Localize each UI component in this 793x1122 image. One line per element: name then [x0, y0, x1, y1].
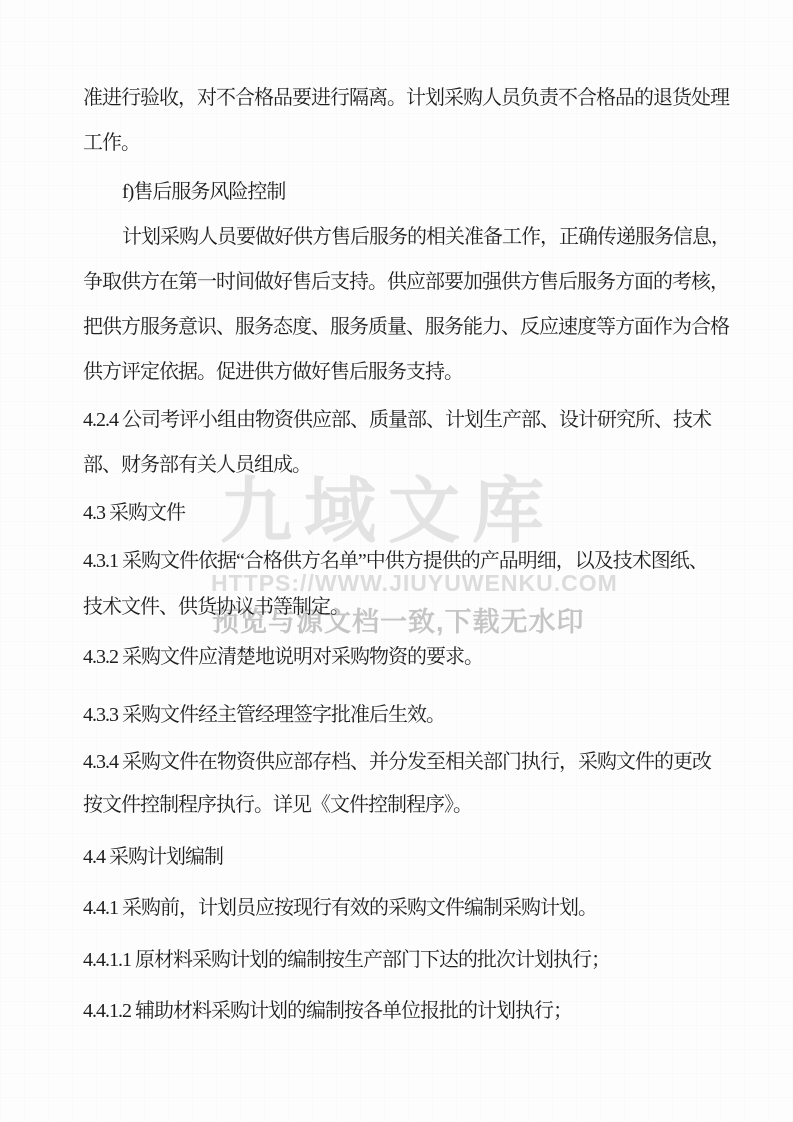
text-line: 供方评定依据。促进供方做好售后服务支持。 — [83, 361, 463, 383]
text-line: 准进行验收，对不合格品要进行隔离。计划采购人员负责不合格品的退货处理 — [83, 87, 729, 109]
text-line-section-4-4-1-2: 4.4.1.2 辅助材料采购计划的编制按各单位报批的计划执行； — [83, 1000, 572, 1022]
text-line: 部、财务部有关人员组成。 — [83, 454, 311, 476]
text-line: 工作。 — [83, 132, 140, 154]
text-line-section-4-2-4: 4.2.4 公司考评小组由物资供应部、质量部、计划生产部、设计研究所、技术 — [83, 409, 711, 431]
text-line: 把供方服务意识、服务态度、服务质量、服务能力、反应速度等方面作为合格 — [83, 316, 729, 338]
text-line-section-4-3-3: 4.3.3 采购文件经主管经理签字批准后生效。 — [83, 704, 445, 726]
watermark-url-text: HTTPS://WWW.JIUYUWENKU.COM — [211, 570, 618, 596]
text-line-section-4-3-4: 4.3.4 采购文件在物资供应部存档、并分发至相关部门执行，采购文件的更改 — [83, 751, 711, 773]
text-line: 计划采购人员要做好供方售后服务的相关准备工作，正确传递服务信息， — [122, 226, 730, 248]
text-line: 按文件控制程序执行。详见《文件控制程序》。 — [83, 794, 472, 816]
text-line-section-4-3-1: 4.3.1 采购文件依据“合格供方名单”中供方提供的产品明细，以及技术图纸、 — [83, 550, 708, 572]
text-line-section-4-3: 4.3 采购文件 — [83, 502, 185, 524]
text-line-section-4-4-1: 4.4.1 采购前，计划员应按现行有效的采购文件编制采购计划。 — [83, 897, 597, 919]
watermark-tagline-text: 预览与源文档一致,下载无水印 — [212, 607, 585, 637]
text-line: 技术文件、供货协议书等制定。 — [83, 596, 349, 618]
text-line-section-4-4: 4.4 采购计划编制 — [83, 846, 223, 868]
text-line-section-4-4-1-1: 4.4.1.1 原材料采购计划的编制按生产部门下达的批次计划执行； — [83, 949, 610, 971]
text-line-section-4-3-2: 4.3.2 采购文件应清楚地说明对采购物资的要求。 — [83, 646, 483, 668]
text-line: 争取供方在第一时间做好售后支持。供应部要加强供方售后服务方面的考核， — [83, 271, 729, 293]
text-line-heading-f: f)售后服务风险控制 — [122, 181, 286, 203]
watermark-logo-text: 九域文库 — [220, 472, 557, 552]
